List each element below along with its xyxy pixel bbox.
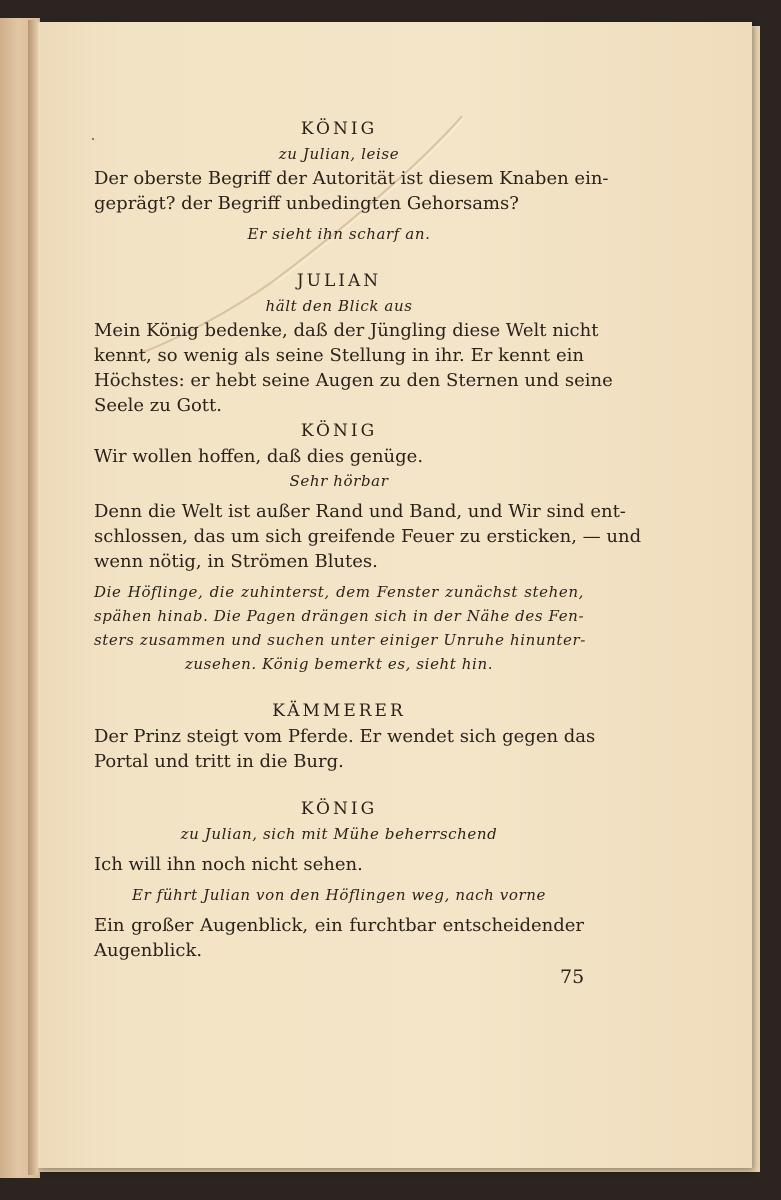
speech-line: Der Prinz steigt vom Pferde. Er wendet sich gegen das xyxy=(94,726,596,747)
page-text xyxy=(94,116,642,963)
speech-line: Denn die Welt ist außer Rand und Band, und Wir sind ent- xyxy=(94,501,626,522)
stage-direction-line: zusehen. König bemerkt es, sieht hin. xyxy=(184,655,494,673)
speaker-name: KÖNIG xyxy=(300,421,378,441)
speech-line: kennt, so wenig als seine Stellung in ihr. Er kennt ein xyxy=(94,345,584,366)
speech-line: Ich will ihn noch nicht sehen. xyxy=(94,854,363,875)
stage-direction: zu Julian, sich mit Mühe beherrschend xyxy=(180,825,498,843)
stage-direction-line: Er führt Julian von den Höflingen weg, nach vorne xyxy=(132,886,546,904)
stage-direction: Er sieht ihn scharf an. xyxy=(247,225,431,243)
speech-line: Portal und tritt in die Burg. xyxy=(94,751,344,772)
speaker-name: JULIAN xyxy=(296,271,382,291)
speaker-name: KÖNIG xyxy=(300,119,378,139)
speech-line: Seele zu Gott. xyxy=(94,395,222,416)
stage-direction: Sehr hörbar xyxy=(289,472,389,490)
stage-direction-line: spähen hinab. Die Pagen drängen sich in der Nähe des Fen- xyxy=(94,607,585,625)
speech-line: Wir wollen hoffen, daß dies genüge. xyxy=(94,446,424,467)
speech-line: Augenblick. xyxy=(94,940,203,961)
speaker-name: KÖNIG xyxy=(300,799,378,819)
stage-direction: zu Julian, leise xyxy=(278,145,400,163)
speaker-name: KÄMMERER xyxy=(272,701,406,721)
speech-line: Höchstes: er hebt seine Augen zu den Sternen und seine xyxy=(94,370,613,391)
speech-line: geprägt? der Begriff unbedingten Gehorsams? xyxy=(94,193,519,214)
speech-line: schlossen, das um sich greifende Feuer zu ersticken, — und xyxy=(94,526,642,547)
speech-line: Mein König bedenke, daß der Jüngling diese Welt nicht xyxy=(94,320,599,341)
speech-line: Der oberste Begriff der Autorität ist diesem Knaben ein- xyxy=(94,168,609,189)
page-number: 75 xyxy=(560,966,585,988)
stage-direction-line: Die Höflinge, die zuhinterst, dem Fenster zunächst stehen, xyxy=(94,583,584,601)
page-gutter xyxy=(28,20,38,1175)
speech-line: wenn nötig, in Strömen Blutes. xyxy=(94,551,378,572)
stage-direction-line: sters zusammen und suchen unter einiger Unruhe hinunter- xyxy=(94,631,586,649)
stage-direction: hält den Blick aus xyxy=(265,297,413,315)
speech-line: Ein großer Augenblick, ein furchtbar entscheidender xyxy=(94,915,584,936)
